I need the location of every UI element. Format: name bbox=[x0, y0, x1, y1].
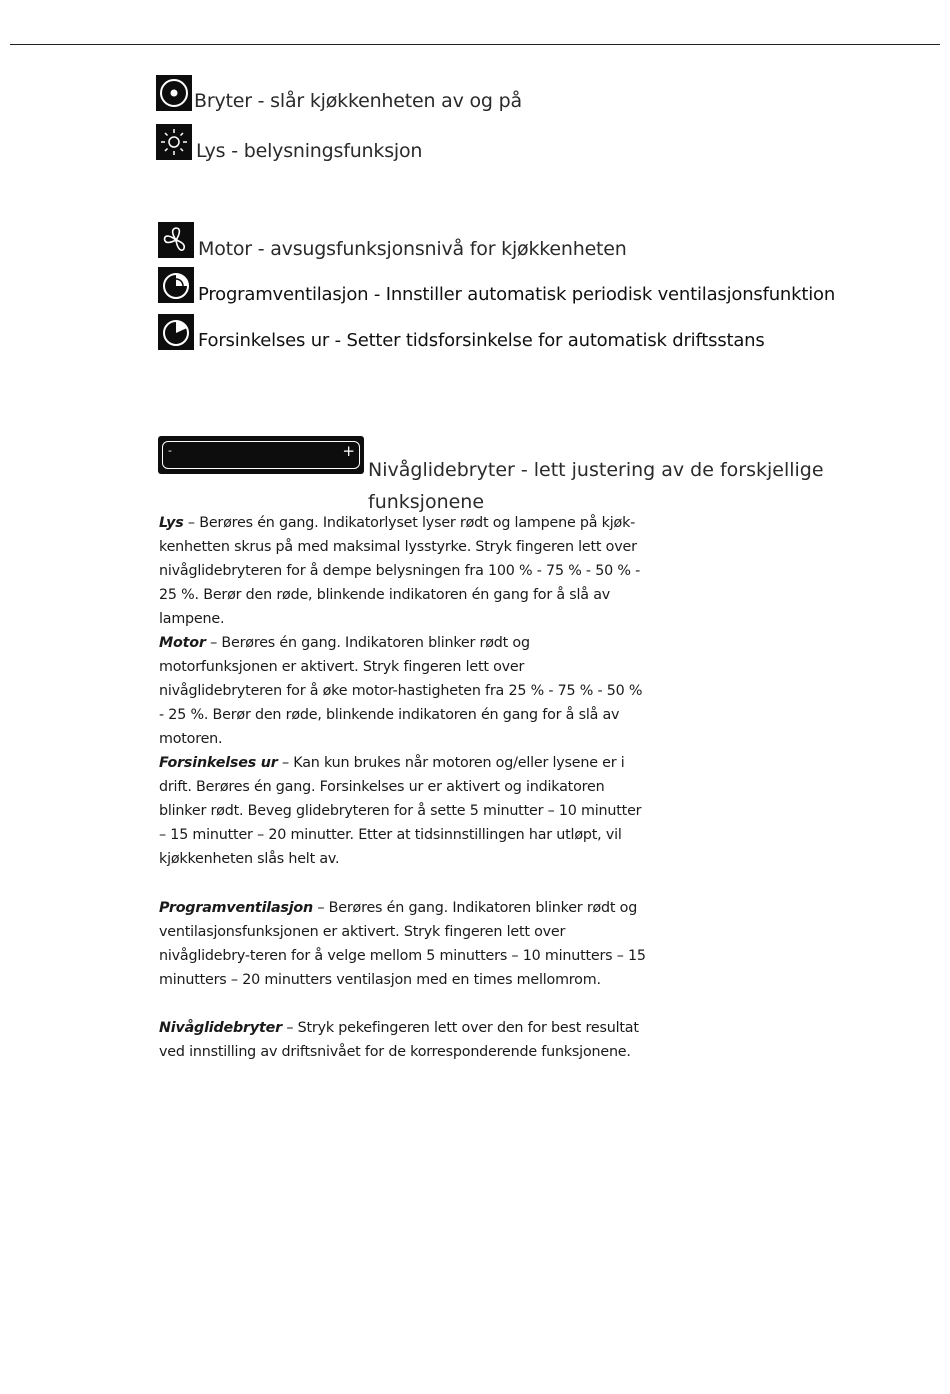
top-divider bbox=[10, 44, 940, 45]
desc-program-term: Programventilasjon bbox=[159, 900, 314, 916]
desc-slider bbox=[159, 1016, 649, 1064]
desc-delay-text: – Kan kun brukes når motoren og/eller lysene er i drift. Berøres én gang. Forsinkelses ur er aktivert og indikatoren blinker rødt. Beveg glidebryteren for å sette 5 minutter – 10 minutter – 15 minutter – 20 minutter. Etter at tidsinnstillingen har utløpt, vil kjøkkenheten slås helt av. bbox=[159, 755, 642, 867]
program-label: Programventilasjon - Innstiller automatisk periodisk ventilasjonsfunktion bbox=[198, 284, 836, 305]
plus-icon: + bbox=[342, 442, 355, 460]
desc-slider-text: – Stryk pekefingeren lett over den for best resultat ved innstilling av driftsnivået for de korresponderende funksjonene. bbox=[159, 1020, 639, 1060]
desc-program bbox=[159, 896, 649, 992]
desc-motor-term: Motor bbox=[159, 635, 206, 651]
power-label: Bryter - slår kjøkkenheten av og på bbox=[194, 90, 522, 112]
desc-motor bbox=[159, 631, 649, 751]
desc-lys-term: Lys bbox=[159, 515, 184, 531]
desc-delay-term: Forsinkelses ur bbox=[159, 755, 278, 771]
desc-delay bbox=[159, 751, 649, 871]
program-timer-icon bbox=[158, 267, 194, 303]
desc-motor-text: – Berøres én gang. Indikatoren blinker rødt og motorfunksjonen er aktivert. Stryk fingeren lett over nivåglidebryteren for å øke motor-hastigheten fra 25 % - 75 % - 50 % - 25 %. Berør den røde, blinkende indikatoren én gang for å slå av motoren. bbox=[159, 635, 643, 747]
minus-icon: - bbox=[168, 444, 172, 457]
desc-slider-term: Nivåglidebryter bbox=[159, 1020, 282, 1036]
level-slider-icon bbox=[158, 436, 364, 474]
light-label: Lys - belysningsfunksjon bbox=[196, 140, 423, 162]
sun-icon bbox=[156, 124, 192, 160]
motor-label: Motor - avsugsfunksjonsnivå for kjøkkenheten bbox=[198, 238, 627, 260]
desc-lys-text: – Berøres én gang. Indikatorlyset lyser rødt og lampene på kjøk-kenhetten skrus på med maksimal lysstyrke. Stryk fingeren lett over nivåglidebryteren for å dempe belysningen fra 100 % - 75 % - 50 % - 25 %. Berør den røde, blinkende indikatoren én gang for å slå av lampene. bbox=[159, 515, 641, 627]
slider-track bbox=[162, 441, 360, 469]
delay-timer-icon bbox=[158, 314, 194, 350]
slider-label: Nivåglidebryter - lett justering av de forskjellige funksjonene bbox=[368, 459, 824, 513]
desc-lys bbox=[159, 511, 649, 631]
fan-icon bbox=[158, 222, 194, 258]
power-button-icon bbox=[156, 75, 192, 111]
desc-program-text: – Berøres én gang. Indikatoren blinker rødt og ventilasjonsfunksjonen er aktivert. Stryk fingeren lett over nivåglidebry-teren for å velge mellom 5 minutters – 10 minutters – 15 minutters – 20 minutters ventilasjon med en times mellomrom. bbox=[159, 900, 646, 988]
delay-label: Forsinkelses ur - Setter tidsforsinkelse for automatisk driftsstans bbox=[198, 330, 765, 351]
